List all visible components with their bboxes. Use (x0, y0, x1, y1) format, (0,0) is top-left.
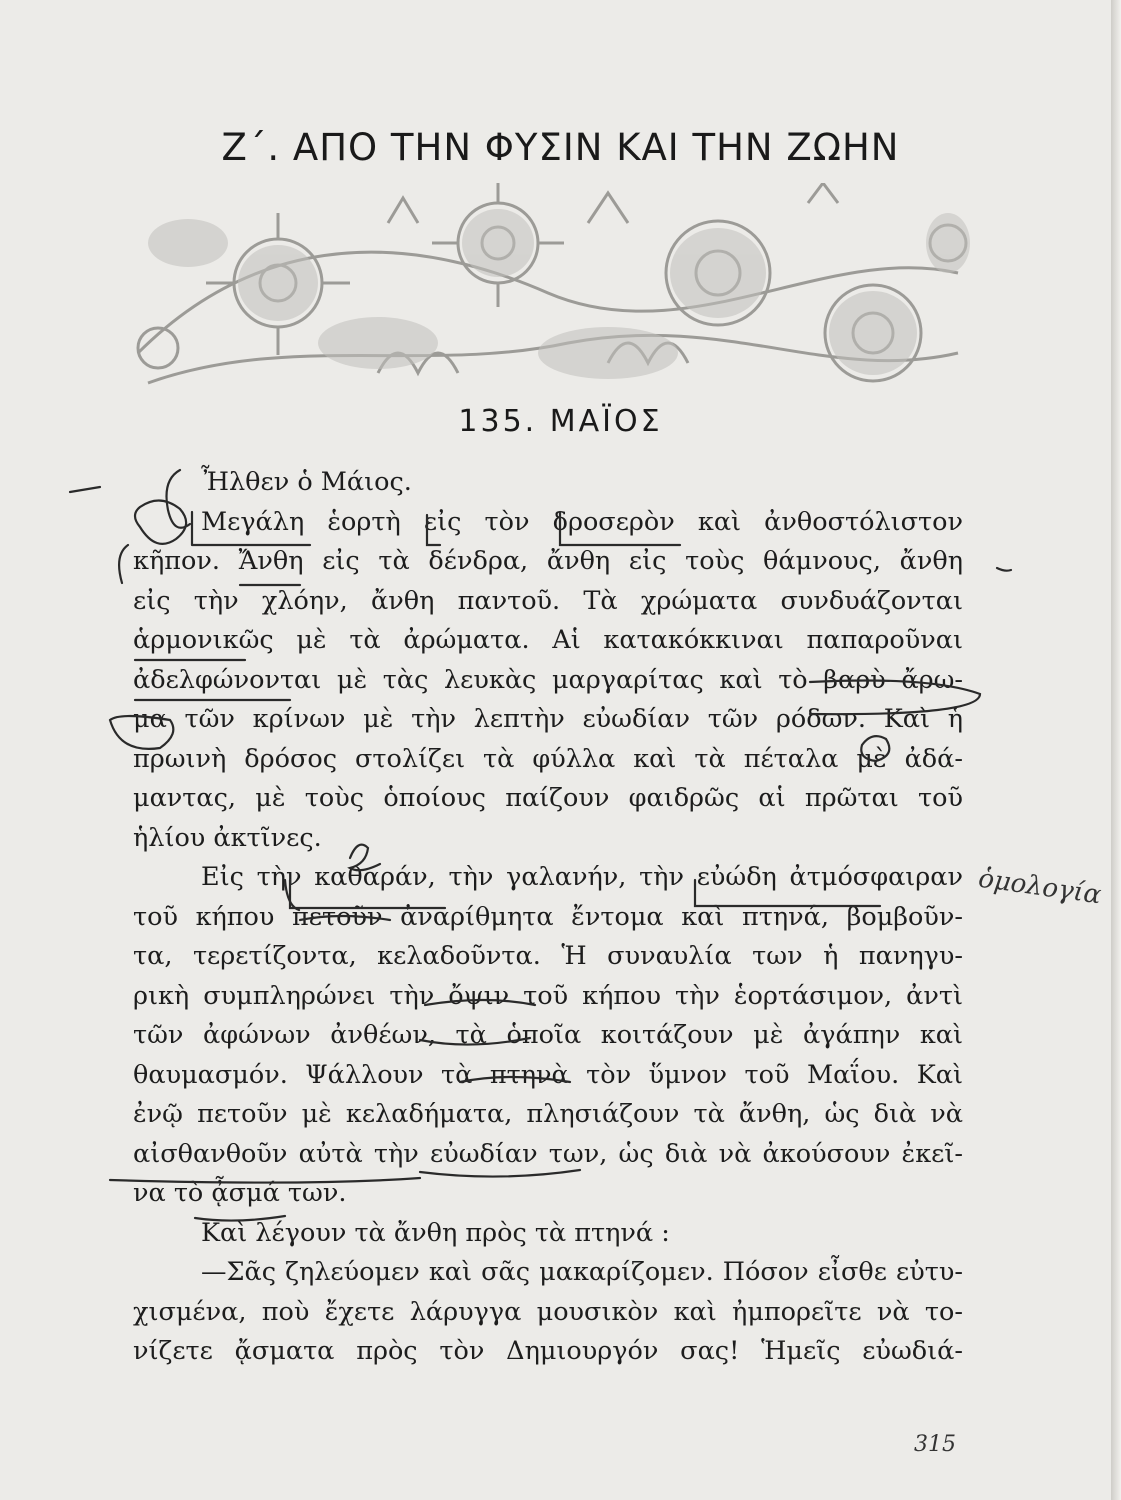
text-line: τα, τερετίζοντα, κελαδοῦντα. Ἡ συναυλία των ἡ πανηγυ- (133, 941, 963, 971)
text-line: ἁρμονικῶς μὲ τὰ ἀρώματα. Αἱ κατακόκκιναι παπαροῦναι (133, 625, 963, 655)
text-line: κῆπον. Ἄνθη εἰς τὰ δένδρα, ἄνθη εἰς τοὺς θάμνους, ἄνθη (133, 546, 963, 576)
text-line: τοῦ κήπου πετοῦν ἀναρίθμητα ἔντομα καὶ πτηνά, βομβοῦν- (133, 901, 963, 932)
paragraph (133, 1253, 963, 1372)
text-line: Ἦλθεν ὁ Μάιος. (201, 467, 412, 497)
text-line: θαυμασμόν. Ψάλλουν τὰ πτηνὰ τὸν ὕμνον τοῦ Μαΐου. Καὶ (133, 1059, 963, 1090)
paragraph (133, 1214, 963, 1254)
paragraph (133, 463, 963, 503)
text-line: —Σᾶς ζηλεύομεν καὶ σᾶς μακαρίζομεν. Πόσον εἶσθε εὐτυ- (201, 1257, 963, 1287)
text-line: ἀδελφώνονται μὲ τὰς λευκὰς μαργαρίτας καὶ τὸ βαρὺ ἄρω- (133, 664, 963, 695)
text-line: εἰς τὴν χλόην, ἄνθη παντοῦ. Τὰ χρώματα συνδυάζονται (133, 585, 963, 616)
text-line: τῶν ἀφώνων ἀνθέων, τὰ ὁποῖα κοιτάζουν μὲ ἀγάπην καὶ (133, 1020, 963, 1050)
page-edge (1111, 0, 1121, 1500)
text-line: ἡλίου ἀκτῖνες. (133, 822, 322, 853)
text-line: να τὸ ᾆσμά των. (133, 1178, 347, 1208)
text-line: ἐνῷ πετοῦν μὲ κελαδήματα, πλησιάζουν τὰ ἄνθη, ὡς διὰ νὰ (133, 1099, 963, 1129)
page-number: 315 (914, 1432, 956, 1457)
floral-ornament (128, 183, 970, 405)
paragraph (133, 858, 963, 1214)
paragraph (133, 503, 963, 859)
text-line: μα τῶν κρίνων μὲ τὴν λεπτὴν εὐωδίαν τῶν ρόδων. Καὶ ἡ (133, 704, 963, 734)
margin-handwritten-note: ὁμολογία (976, 863, 1104, 911)
text-line: Μεγάλη ἑορτὴ εἰς τὸν δροσερὸν καὶ ἀνθοστόλιστον (201, 506, 963, 537)
text-line: χισμένα, ποὺ ἔχετε λάρυγγα μουσικὸν καὶ ἠμπορεῖτε νὰ το- (133, 1296, 963, 1327)
text-line: νίζετε ᾄσματα πρὸς τὸν Δημιουργόν σας! Ἡμεῖς εὐωδιά- (133, 1336, 963, 1366)
text-line: αἰσθανθοῦν αὐτὰ τὴν εὐωδίαν των, ὡς διὰ νὰ ἀκούσουν ἐκεῖ- (133, 1138, 963, 1169)
chapter-title: Ζ΄. ΑΠΟ ΤΗΝ ΦΥΣΙΝ ΚΑΙ ΤΗΝ ΖΩΗΝ (221, 126, 900, 169)
text-line: Καὶ λέγουν τὰ ἄνθη πρὸς τὰ πτηνά : (201, 1217, 670, 1248)
text-line: ρικὴ συμπληρώνει τὴν ὄψιν τοῦ κήπου τὴν ἑορτάσιμον, ἀντὶ (133, 980, 963, 1011)
lesson-title: 135. ΜΑΪΟΣ (458, 404, 663, 439)
text-line: μαντας, μὲ τοὺς ὁποίους παίζουν φαιδρῶς αἱ πρῶται τοῦ (133, 783, 963, 813)
body-text (133, 463, 963, 1372)
text-line: Εἰς τὴν καθαράν, τὴν γαλανήν, τὴν εὐώδη ἀτμόσφαιραν (201, 862, 963, 892)
text-line: πρωινὴ δρόσος στολίζει τὰ φύλλα καὶ τὰ πέταλα μὲ ἀδά- (133, 743, 963, 774)
